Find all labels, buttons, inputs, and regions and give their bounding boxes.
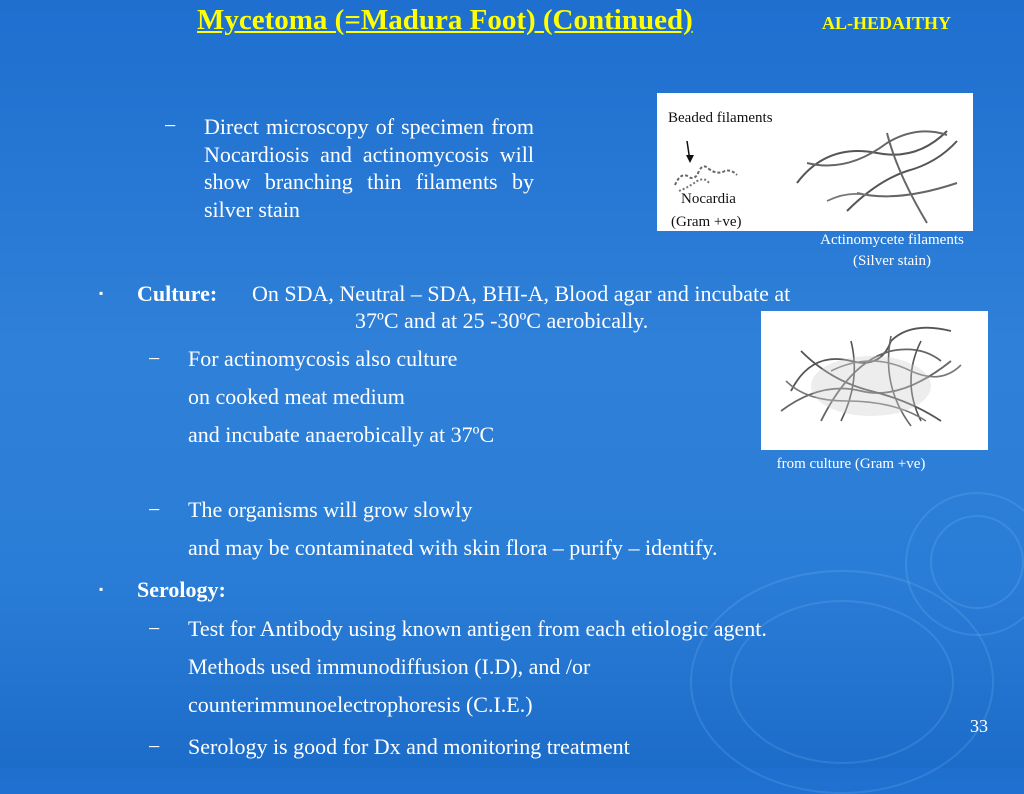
culture-figure <box>761 311 988 450</box>
serology-label: Serology: <box>137 577 226 602</box>
square-bullet: ▪ <box>99 582 104 596</box>
culture-sub1-line3: and incubate anaerobically at 37ºC <box>188 422 495 447</box>
figure1-caption-line2: (Silver stain) <box>853 253 931 269</box>
beaded-filaments-label: Beaded filaments <box>668 110 773 126</box>
background-ripple <box>690 570 994 794</box>
nocardia-label: Nocardia <box>681 191 736 207</box>
slide-title: Mycetoma (=Madura Foot) (Continued) <box>197 4 693 36</box>
dash-bullet: − <box>148 616 161 641</box>
figure1-caption <box>792 230 992 272</box>
figure1-caption-line1: Actinomycete filaments <box>820 232 964 248</box>
figure2-caption-line2: from culture (Gram +ve) <box>776 456 926 472</box>
page-number: 33 <box>970 716 988 736</box>
dash-bullet: − <box>148 346 161 371</box>
serology-sub1-line3: counterimmunoelectrophoresis (C.I.E.) <box>188 692 533 717</box>
culture-sub1-line2: on cooked meat medium <box>188 384 405 409</box>
culture-sub2-line2: and may be contaminated with skin flora – purify – identify. <box>188 535 718 560</box>
square-bullet: ▪ <box>99 286 104 300</box>
author-name: AL-HEDAITHY <box>822 13 952 33</box>
culture-filaments-illustration <box>761 311 988 450</box>
figure2-caption-line1: Actinomycete filaments <box>779 435 923 451</box>
culture-sub1-line1: For actinomycosis also culture <box>188 346 458 371</box>
culture-text-line1: On SDA, Neutral – SDA, BHI-A, Blood agar and incubate at <box>252 281 791 306</box>
dash-bullet: − <box>164 113 177 138</box>
culture-label: Culture: <box>137 281 218 306</box>
figure2-caption <box>742 433 960 475</box>
culture-text-line2: 37ºC and at 25 -30ºC aerobically. <box>355 308 649 333</box>
direct-microscopy-text: Direct microscopy of specimen from Nocardiosis and actinomycosis will show branching thin filaments by silver stain <box>204 114 534 222</box>
gram-positive-label: (Gram +ve) <box>671 214 742 230</box>
dash-bullet: − <box>148 497 161 522</box>
serology-sub2-line1: Serology is good for Dx and monitoring treatment <box>188 734 630 759</box>
dash-bullet: − <box>148 734 161 759</box>
nocardia-figure <box>657 93 973 231</box>
serology-sub1-line1: Test for Antibody using known antigen from each etiologic agent. <box>188 616 767 641</box>
culture-sub2-line1: The organisms will grow slowly <box>188 497 473 522</box>
serology-sub1-line2: Methods used immunodiffusion (I.D), and /or <box>188 654 591 679</box>
